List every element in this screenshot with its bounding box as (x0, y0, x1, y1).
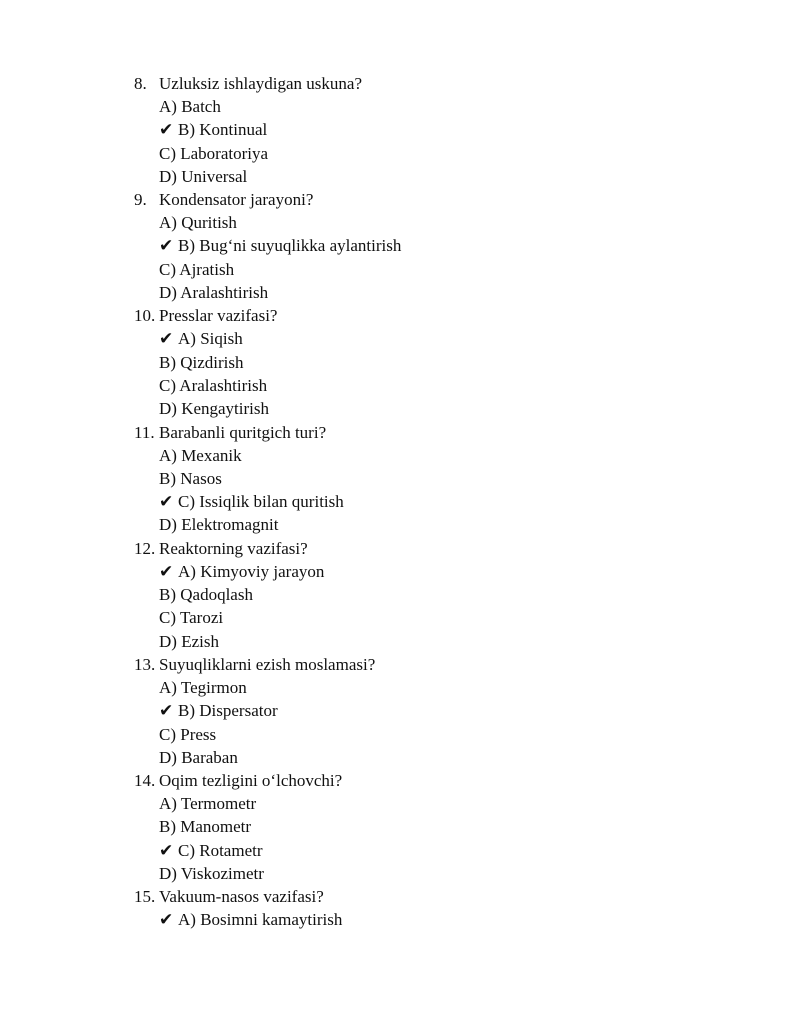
answer-option-correct (0, 327, 800, 350)
question-line (0, 188, 800, 211)
question-number: 9. (134, 190, 147, 210)
question-block (0, 304, 800, 420)
answer-option-label: D) Baraban (159, 747, 238, 767)
answer-option-correct (0, 908, 800, 931)
question-text: Vakuum-nasos vazifasi? (159, 887, 324, 907)
answer-option-label: B) Manometr (159, 817, 252, 837)
question-number: 15. (134, 887, 156, 907)
answer-option (0, 630, 800, 653)
answer-option-label: D) Viskozimetr (159, 864, 264, 884)
answer-option (0, 165, 800, 188)
check-mark-icon: ✔ (159, 701, 174, 721)
answer-option-label: D) Aralashtirish (159, 283, 269, 303)
question-number: 12. (134, 538, 156, 558)
answer-option (0, 351, 800, 374)
answer-option-label: C) Ajratish (159, 259, 235, 279)
answer-option (0, 281, 800, 304)
question-block (0, 421, 800, 537)
answer-option-label: C) Tarozi (159, 608, 224, 628)
answer-option-correct (0, 234, 800, 257)
answer-option-label: D) Ezish (159, 631, 219, 651)
answer-option (0, 862, 800, 885)
question-block (0, 885, 800, 931)
question-text: Uzluksiz ishlaydigan uskuna? (159, 74, 363, 93)
question-number: 8. (134, 74, 147, 93)
question-text: Barabanli quritgich turi? (159, 422, 327, 442)
question-number: 10. (134, 306, 156, 326)
answer-option-correct (0, 839, 800, 862)
check-mark-icon: ✔ (159, 120, 174, 140)
answer-option (0, 467, 800, 490)
answer-option (0, 792, 800, 815)
check-mark-icon: ✔ (159, 561, 174, 581)
check-mark-icon: ✔ (159, 910, 174, 930)
quiz-page (0, 72, 800, 932)
answer-option (0, 258, 800, 281)
question-text: Suyuqliklarni ezish moslamasi? (159, 654, 376, 674)
answer-option-label: C) Issiqlik bilan quritish (178, 492, 344, 512)
question-block (0, 72, 800, 188)
answer-option (0, 676, 800, 699)
answer-option-label: A) Batch (159, 97, 221, 116)
question-block (0, 188, 800, 304)
answer-option-label: C) Press (159, 724, 217, 744)
question-number: 14. (134, 771, 156, 791)
answer-option-correct (0, 118, 800, 141)
question-line (0, 769, 800, 792)
question-number: 11. (134, 422, 155, 442)
answer-option (0, 211, 800, 234)
answer-option-label: B) Qizdirish (159, 352, 244, 372)
question-text: Presslar vazifasi? (159, 306, 278, 326)
answer-option-label: C) Aralashtirish (159, 375, 268, 395)
question-block (0, 537, 800, 653)
answer-option-correct (0, 699, 800, 722)
check-mark-icon: ✔ (159, 236, 174, 256)
answer-option (0, 142, 800, 165)
answer-option-label: B) Dispersator (178, 701, 278, 721)
answer-option (0, 397, 800, 420)
answer-option-correct (0, 560, 800, 583)
question-line (0, 537, 800, 560)
question-list (0, 72, 800, 932)
answer-option-label: B) Kontinual (178, 120, 268, 140)
answer-option (0, 444, 800, 467)
question-line (0, 304, 800, 327)
answer-option-label: A) Siqish (178, 329, 243, 349)
answer-option-label: D) Elektromagnit (159, 515, 279, 535)
question-text: Kondensator jarayoni? (159, 190, 314, 210)
check-mark-icon: ✔ (159, 329, 174, 349)
answer-option-label: A) Mexanik (159, 445, 242, 465)
answer-option (0, 583, 800, 606)
answer-option-label: C) Laboratoriya (159, 143, 269, 163)
question-number: 13. (134, 654, 156, 674)
answer-option-correct (0, 490, 800, 513)
question-line (0, 72, 800, 95)
answer-option-label: A) Kimyoviy jarayon (178, 561, 325, 581)
answer-option (0, 606, 800, 629)
answer-option-label: B) Qadoqlash (159, 585, 253, 605)
question-text: Oqim tezligini o‘lchovchi? (159, 771, 343, 791)
answer-option (0, 746, 800, 769)
check-mark-icon: ✔ (159, 492, 174, 512)
question-text: Reaktorning vazifasi? (159, 538, 308, 558)
answer-option-label: B) Nasos (159, 468, 222, 488)
question-line (0, 421, 800, 444)
answer-option (0, 815, 800, 838)
question-line (0, 653, 800, 676)
answer-option-label: B) Bug‘ni suyuqlikka aylantirish (178, 236, 402, 256)
answer-option (0, 513, 800, 536)
answer-option (0, 374, 800, 397)
answer-option-label: A) Tegirmon (159, 677, 247, 697)
question-block (0, 769, 800, 885)
question-block (0, 653, 800, 769)
answer-option-label: C) Rotametr (178, 840, 263, 860)
answer-option-label: D) Universal (159, 166, 248, 186)
check-mark-icon: ✔ (159, 840, 174, 860)
question-line (0, 885, 800, 908)
answer-option-label: A) Termometr (159, 794, 257, 814)
answer-option (0, 723, 800, 746)
answer-option-label: A) Bosimni kamaytirish (178, 910, 343, 930)
answer-option-label: D) Kengaytirish (159, 399, 270, 419)
answer-option (0, 95, 800, 118)
answer-option-label: A) Quritish (159, 213, 237, 233)
